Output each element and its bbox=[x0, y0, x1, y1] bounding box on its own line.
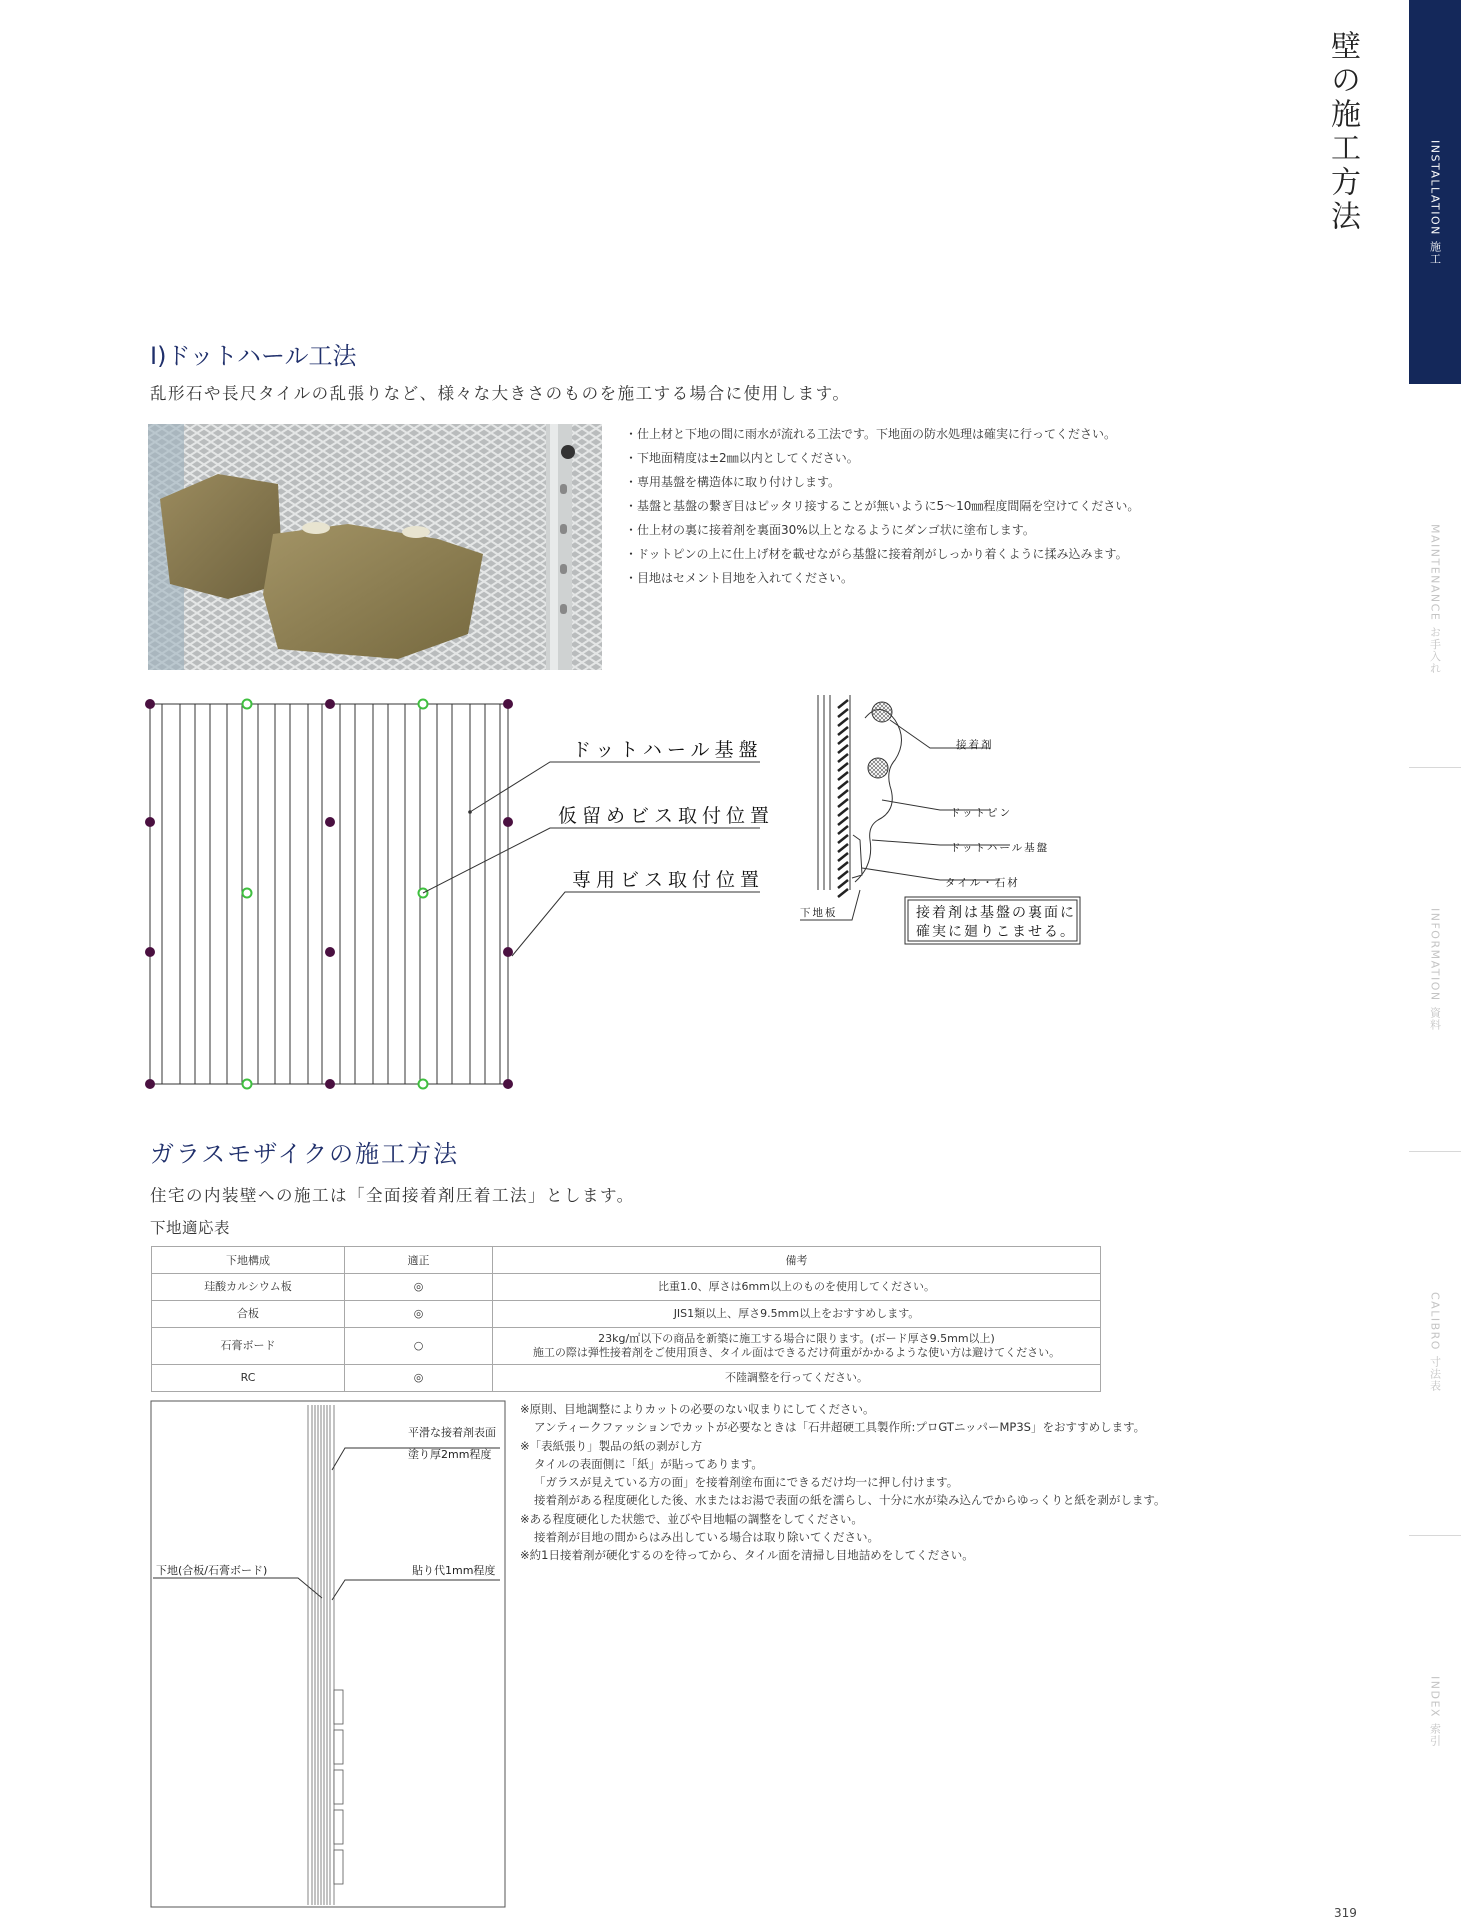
temp-screw-dot bbox=[325, 947, 335, 957]
nav-tab-label-jp: お手入れ bbox=[1428, 626, 1442, 675]
hatch-mark bbox=[838, 844, 848, 852]
cell-note-line: 23kg/㎡以下の商品を新築に施工する場合に限ります。(ボード厚さ9.5mm以上) bbox=[598, 1332, 995, 1345]
label-dothaar-board: ドットハール基盤 bbox=[950, 842, 1050, 854]
mosaic-tile bbox=[334, 1690, 343, 1724]
note-line: 「ガラスが見えている方の面」を接着剤塗布面にできるだけ均一に押し付けます。 bbox=[534, 1475, 959, 1490]
temp-screw-dot bbox=[503, 699, 513, 709]
label-tile-stone: タイル・石材 bbox=[945, 877, 1020, 889]
hatch-mark bbox=[838, 718, 848, 726]
nav-tab-calibro[interactable] bbox=[1409, 1152, 1461, 1536]
side-nav bbox=[1409, 0, 1461, 1920]
label-adhesive-surface: 平滑な接着剤表面 bbox=[408, 1426, 496, 1439]
label-substrate: 下地(合板/石膏ボード) bbox=[156, 1564, 268, 1577]
screw-dot bbox=[243, 1080, 252, 1089]
temp-screw-dot bbox=[325, 1079, 335, 1089]
note-item: ・目地はセメント目地を入れてください。 bbox=[625, 571, 854, 585]
section-heading-dothaar: Ⅰ)ドットハール工法 bbox=[150, 342, 357, 370]
table-row bbox=[152, 1301, 1101, 1328]
hatch-mark bbox=[838, 727, 848, 735]
cell-fit: ◎ bbox=[345, 1301, 493, 1328]
note-line: タイルの表面側に「紙」が貼ってあります。 bbox=[534, 1456, 763, 1471]
note-line: ※約1日接着剤が硬化するのを待ってから、タイル面を清掃し目地詰めをしてください。 bbox=[520, 1548, 974, 1563]
hatch-mark bbox=[838, 799, 848, 807]
mosaic-section-diagram bbox=[150, 1400, 510, 1910]
hatch-mark bbox=[838, 745, 848, 753]
temp-screw-dot bbox=[503, 817, 513, 827]
mosaic-tile bbox=[334, 1850, 343, 1884]
note-line: ※原則、目地調整によりカットの必要のない収まりにしてください。 bbox=[520, 1402, 875, 1416]
note-item: ・専用基盤を構造体に取り付けします。 bbox=[625, 475, 841, 489]
temp-screw-dot bbox=[503, 1079, 513, 1089]
temp-screw-dot bbox=[503, 947, 513, 957]
nav-tab-label-jp: 資料 bbox=[1428, 1006, 1442, 1031]
temp-screw-dot bbox=[145, 817, 155, 827]
cell-note bbox=[493, 1328, 1101, 1365]
temp-screw-dot bbox=[325, 817, 335, 827]
section-heading-glass-mosaic: ガラスモザイクの施工方法 bbox=[150, 1140, 460, 1168]
label-temp-screw: 仮留めビス取付位置 bbox=[558, 805, 775, 827]
table-title: 下地適応表 bbox=[150, 1219, 231, 1237]
hatch-mark bbox=[838, 889, 848, 897]
temp-screw-dot bbox=[325, 699, 335, 709]
mosaic-notes bbox=[520, 1400, 1165, 1565]
cell-fit: ○ bbox=[345, 1328, 493, 1365]
label-screw: 専用ビス取付位置 bbox=[572, 869, 765, 891]
section-lead: 住宅の内装壁への施工は「全面接着剤圧着工法」とします。 bbox=[150, 1186, 635, 1205]
mosaic-tile bbox=[334, 1730, 343, 1764]
hatch-mark bbox=[838, 781, 848, 789]
note-line: 接着剤が目地の間からはみ出している場合は取り除いてください。 bbox=[534, 1530, 879, 1545]
cell-base: 珪酸カルシウム板 bbox=[152, 1274, 345, 1301]
section-detail-diagram bbox=[790, 690, 1090, 960]
hatch-mark bbox=[838, 826, 848, 834]
hatch-mark bbox=[838, 700, 848, 708]
hatch-mark bbox=[838, 709, 848, 717]
nav-tab-label-en: INSTALLATION bbox=[1428, 140, 1442, 236]
column-header: 備考 bbox=[493, 1247, 1101, 1274]
nav-tab-label-en: CALIBRO bbox=[1428, 1292, 1442, 1351]
column-header: 下地構成 bbox=[152, 1247, 345, 1274]
nav-tab-index[interactable] bbox=[1409, 1536, 1461, 1920]
nav-tab-label-jp: 索引 bbox=[1428, 1722, 1442, 1747]
note-line: 接着剤がある程度硬化した後、水またはお湯で表面の紙を濡らし、十分に水が染み込んでからゆっくりと紙を剥がします。 bbox=[534, 1493, 1166, 1508]
note-item: ・下地面精度は±2㎜以内としてください。 bbox=[625, 451, 859, 465]
nav-tab-maintenance[interactable] bbox=[1409, 384, 1461, 768]
column-header: 適正 bbox=[345, 1247, 493, 1274]
hatch-mark bbox=[838, 754, 848, 762]
section-lead: 乱形石や長尺タイルの乱張りなど、様々な大きさのものを施工する場合に使用します。 bbox=[150, 384, 851, 403]
hatch-mark bbox=[838, 880, 848, 888]
mosaic-tile bbox=[334, 1810, 343, 1844]
table-header-row bbox=[152, 1247, 1101, 1274]
label-substrate-board: 下地板 bbox=[800, 907, 838, 919]
adhesive-note-line1: 接着剤は基盤の裏面に bbox=[916, 905, 1076, 921]
table-row bbox=[152, 1365, 1101, 1392]
installation-photo bbox=[148, 424, 602, 670]
table-row bbox=[152, 1274, 1101, 1301]
cell-note-line: 施工の際は弾性接着剤をご使用頂き、タイル面はできるだけ荷重がかかるような使い方は避けてください。 bbox=[532, 1346, 1061, 1359]
temp-screw-dot bbox=[145, 1079, 155, 1089]
screw-dot bbox=[419, 1080, 428, 1089]
temp-screw-dot bbox=[145, 699, 155, 709]
note-line: ※「表紙張り」製品の紙の剥がし方 bbox=[520, 1438, 703, 1453]
label-coating-thickness: 塗り厚2mm程度 bbox=[408, 1448, 492, 1461]
hatch-mark bbox=[838, 853, 848, 861]
screw-dot bbox=[419, 700, 428, 709]
note-item: ・ドットピンの上に仕上げ材を載せながら基盤に接着剤がしっかり着くように揉み込みます。 bbox=[625, 547, 1128, 561]
label-dot-pin: ドットピン bbox=[950, 807, 1013, 819]
nav-tab-label-en: MAINTENANCE bbox=[1428, 524, 1442, 622]
board-layout-diagram bbox=[140, 690, 780, 1100]
label-board: ドットハール基盤 bbox=[572, 739, 763, 761]
hatch-mark bbox=[838, 871, 848, 879]
hatch-mark bbox=[838, 835, 848, 843]
temp-screw-dot bbox=[145, 947, 155, 957]
cell-note: JIS1類以上、厚さ9.5mm以上をおすすめします。 bbox=[493, 1301, 1101, 1328]
cell-base: 合板 bbox=[152, 1301, 345, 1328]
nav-tab-label-jp: 寸法表 bbox=[1428, 1355, 1442, 1392]
screw-dot bbox=[243, 889, 252, 898]
label-adhesive: 接着剤 bbox=[956, 739, 994, 751]
page-number: 319 bbox=[1334, 1906, 1357, 1920]
note-item: ・仕上材の裏に接着剤を裏面30%以上となるようにダンゴ状に塗布します。 bbox=[625, 523, 1035, 537]
nav-tab-label-en: INFORMATION bbox=[1428, 908, 1442, 1002]
hatch-mark bbox=[838, 772, 848, 780]
label-margin: 貼り代1mm程度 bbox=[412, 1564, 496, 1577]
nav-tab-label-en: INDEX bbox=[1428, 1676, 1442, 1718]
hatch-mark bbox=[838, 817, 848, 825]
cell-fit: ◎ bbox=[345, 1274, 493, 1301]
screw-dot bbox=[243, 700, 252, 709]
hatch-mark bbox=[838, 763, 848, 771]
cell-base: RC bbox=[152, 1365, 345, 1392]
cell-base: 石膏ボード bbox=[152, 1328, 345, 1365]
note-line: アンティークファッションでカットが必要なときは「石井超硬工具製作所:プロGTニッパーMP3S」をおすすめします。 bbox=[534, 1420, 1146, 1435]
hatch-mark bbox=[838, 862, 848, 870]
note-item: ・基盤と基盤の繋ぎ目はピッタリ接することが無いように5〜10㎜程度間隔を空けてください。 bbox=[625, 499, 1140, 513]
substrate-table bbox=[151, 1246, 1101, 1392]
hatch-mark bbox=[838, 736, 848, 744]
nav-tab-installation[interactable] bbox=[1409, 0, 1461, 384]
nav-tab-information[interactable] bbox=[1409, 768, 1461, 1152]
hatch-mark bbox=[838, 808, 848, 816]
nav-tab-label-jp: 施工 bbox=[1428, 240, 1442, 265]
cell-note: 不陸調整を行ってください。 bbox=[493, 1365, 1101, 1392]
table-row bbox=[152, 1328, 1101, 1365]
cell-fit: ◎ bbox=[345, 1365, 493, 1392]
page-title: 壁の施工方法 bbox=[1325, 30, 1360, 234]
construction-notes bbox=[625, 422, 1139, 590]
cell-note: 比重1.0、厚さは6mm以上のものを使用してください。 bbox=[493, 1274, 1101, 1301]
note-item: ・仕上材と下地の間に雨水が流れる工法です。下地面の防水処理は確実に行ってください。 bbox=[625, 427, 1117, 441]
mosaic-tile bbox=[334, 1770, 343, 1804]
note-line: ※ある程度硬化した状態で、並びや目地幅の調整をしてください。 bbox=[520, 1511, 863, 1526]
adhesive-note-line2: 確実に廻りこませる。 bbox=[916, 924, 1076, 940]
hatch-mark bbox=[838, 790, 848, 798]
